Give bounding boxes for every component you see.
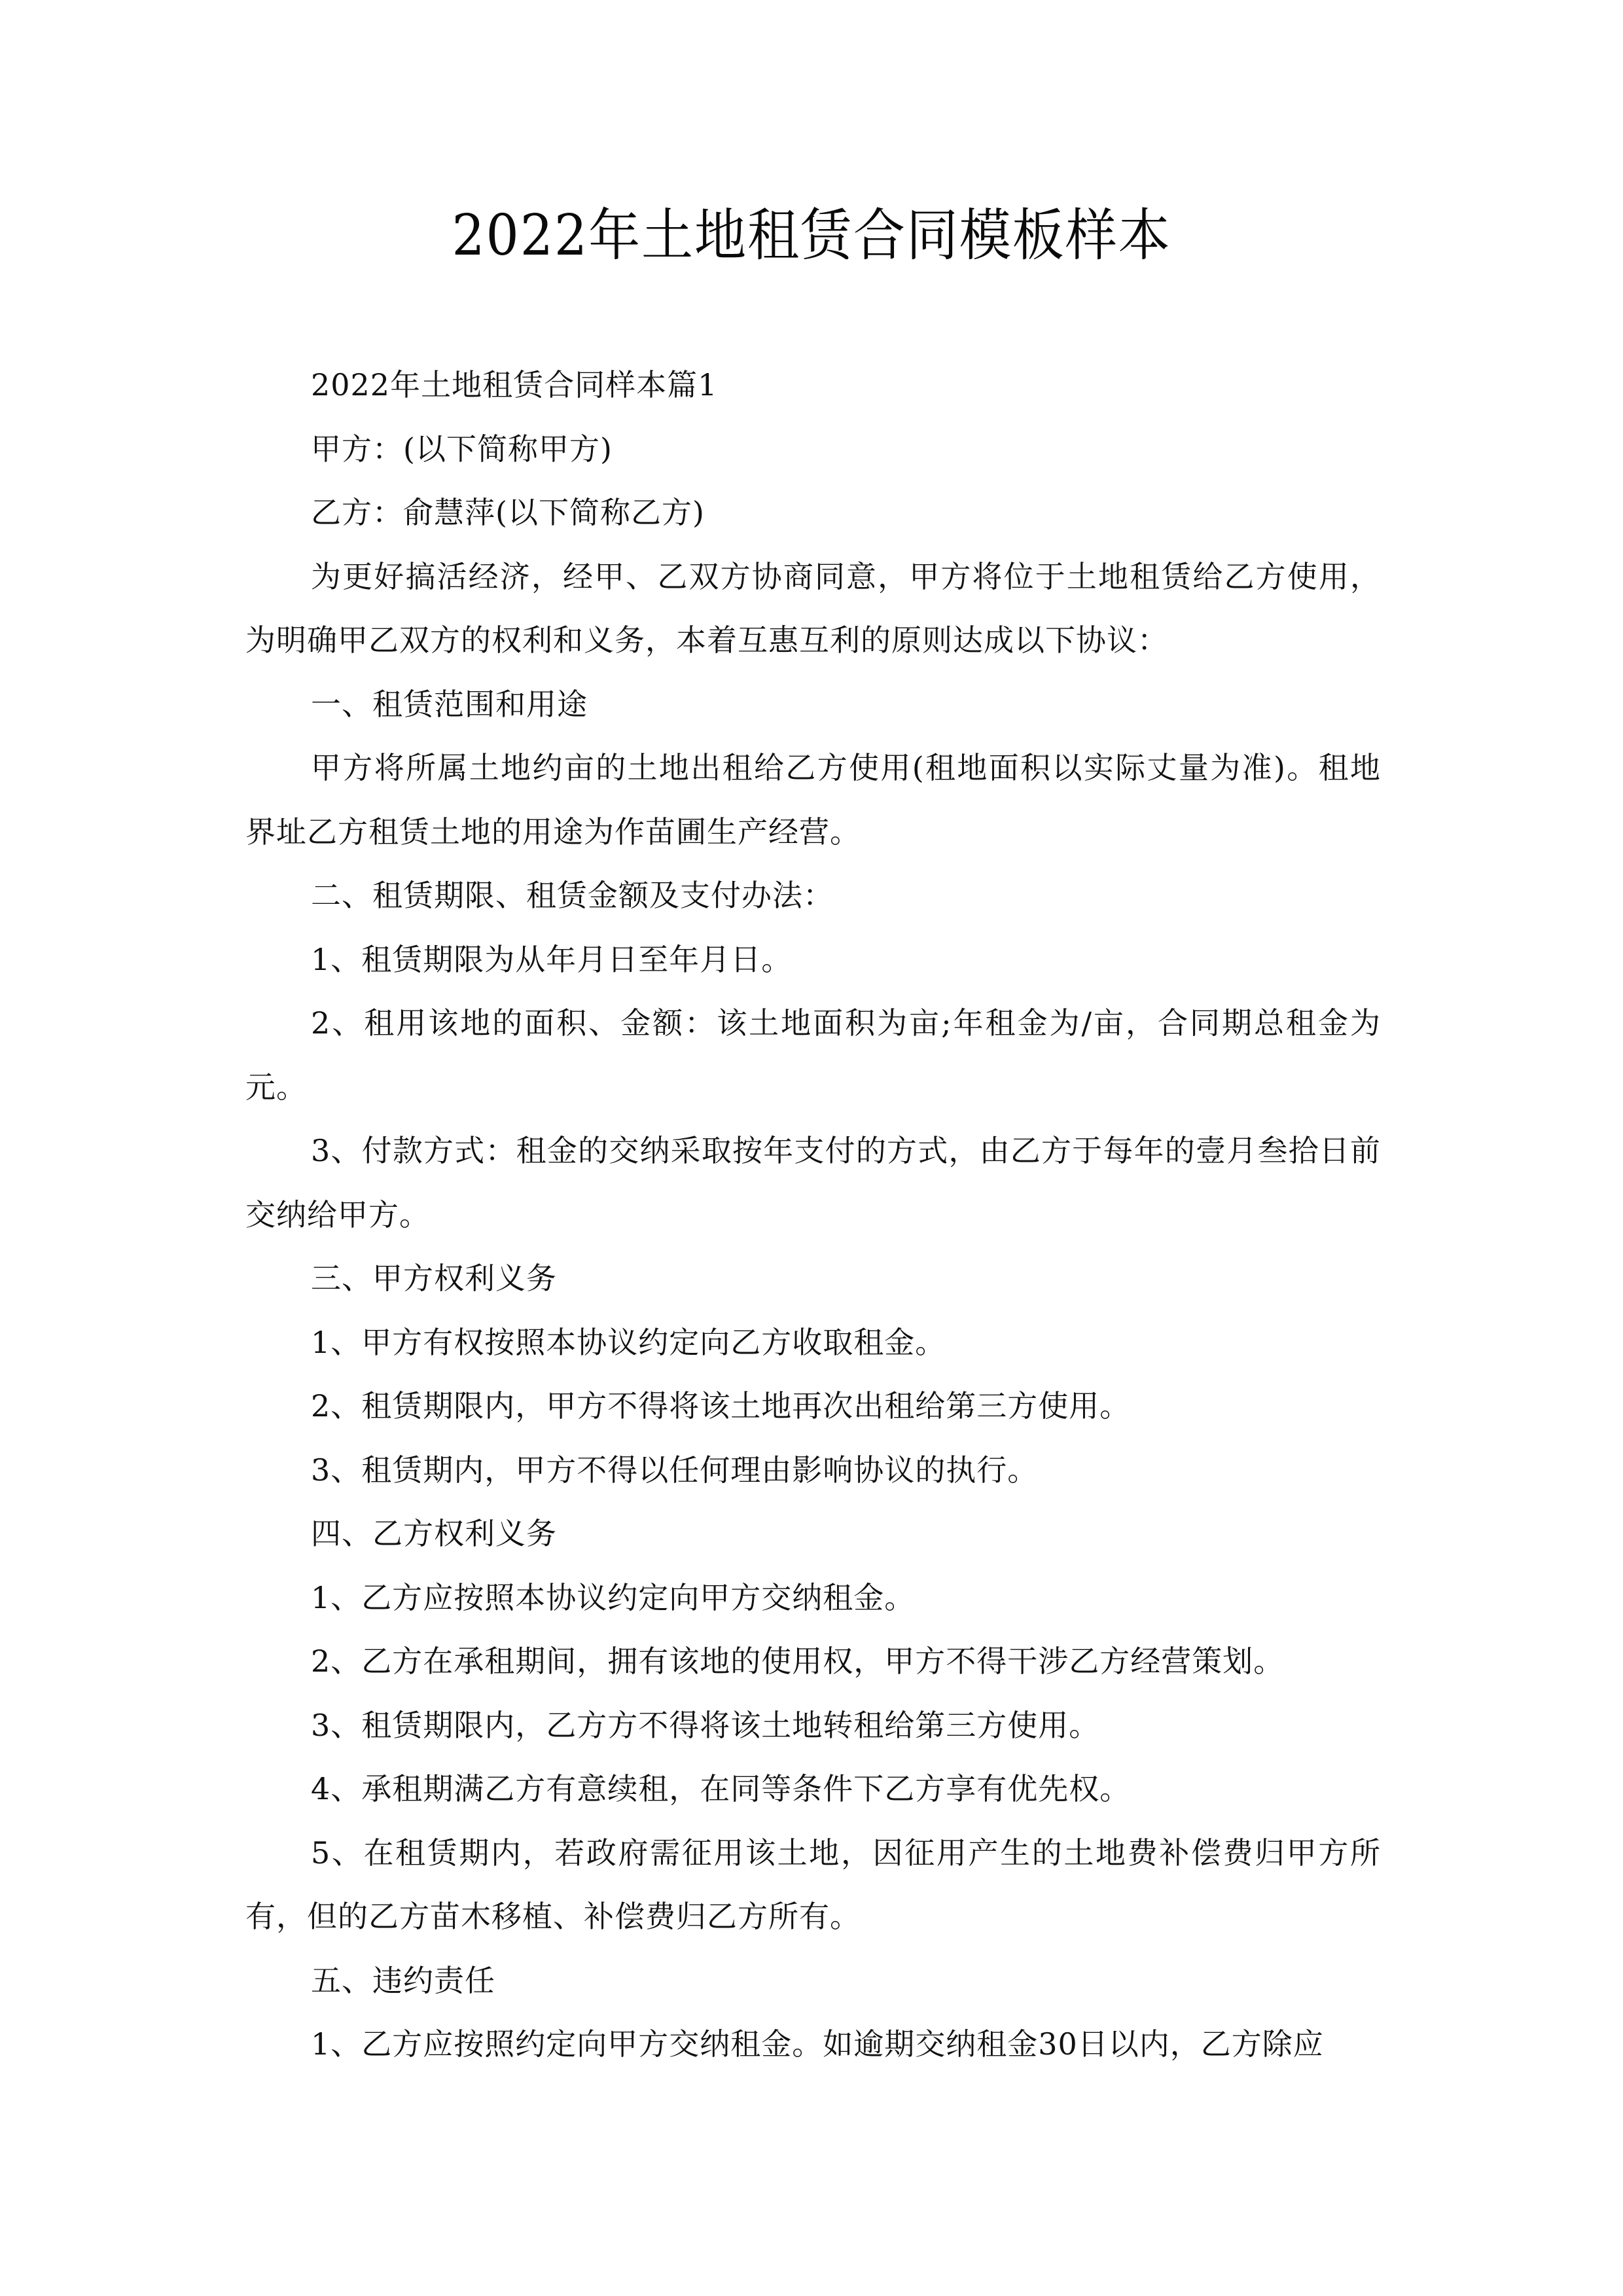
preamble-paragraph: 为更好搞活经济，经甲、乙双方协商同意，甲方将位于土地租赁给乙方使用，为明确甲乙双方的权利和义务，本着互惠互利的原则达成以下协议： [245, 558, 1381, 658]
clause-item: 3、租赁期内，甲方不得以任何理由影响协议的执行。 [311, 1452, 1039, 1488]
clause-item: 3、付款方式：租金的交纳采取按年支付的方式，由乙方于每年的壹月叁拾日前交纳给甲方。 [245, 1133, 1381, 1232]
document-title: 2022年土地租赁合同模板样本 [452, 203, 1171, 268]
party-a-line: 甲方：(以下简称甲方) [311, 431, 613, 467]
clause-item: 1、乙方应按照本协议约定向甲方交纳租金。 [311, 1579, 916, 1615]
clause-item: 2、租赁期限内，甲方不得将该土地再次出租给第三方使用。 [311, 1388, 1131, 1424]
clause-paragraph: 甲方将所属土地约亩的土地出租给乙方使用(租地面积以实际丈量为准)。租地界址乙方租赁土地的用途为作苗圃生产经营。 [245, 750, 1381, 850]
clause-heading-3: 三、甲方权利义务 [311, 1261, 557, 1296]
document-body [245, 353, 1381, 2077]
clause-item: 2、租用该地的面积、金额：该土地面积为亩;年租金为/亩，合同期总租金为元。 [245, 1005, 1381, 1105]
clause-item: 4、承租期满乙方有意续租，在同等条件下乙方享有优先权。 [311, 1771, 1131, 1806]
clause-heading-1: 一、租赁范围和用途 [311, 686, 588, 722]
clause-item: 1、租赁期限为从年月日至年月日。 [311, 941, 793, 977]
clause-heading-5: 五、违约责任 [311, 1962, 495, 1998]
clause-item: 1、乙方应按照约定向甲方交纳租金。如逾期交纳租金30日以内，乙方除应 [311, 2026, 1324, 2062]
party-b-line: 乙方：俞慧萍(以下简称乙方) [311, 495, 705, 530]
clause-item: 2、乙方在承租期间，拥有该地的使用权，甲方不得干涉乙方经营策划。 [311, 1643, 1285, 1679]
section-heading: 2022年土地租赁合同样本篇1 [311, 367, 718, 403]
clause-heading-2: 二、租赁期限、租赁金额及支付办法： [311, 878, 834, 913]
clause-item: 3、租赁期限内，乙方方不得将该土地转租给第三方使用。 [311, 1707, 1100, 1743]
clause-heading-4: 四、乙方权利义务 [311, 1516, 557, 1551]
clause-item: 5、在租赁期内，若政府需征用该土地，因征用产生的土地费补偿费归甲方所有，但的乙方苗木移植、补偿费归乙方所有。 [245, 1835, 1381, 1934]
clause-item: 1、甲方有权按照本协议约定向乙方收取租金。 [311, 1324, 946, 1360]
